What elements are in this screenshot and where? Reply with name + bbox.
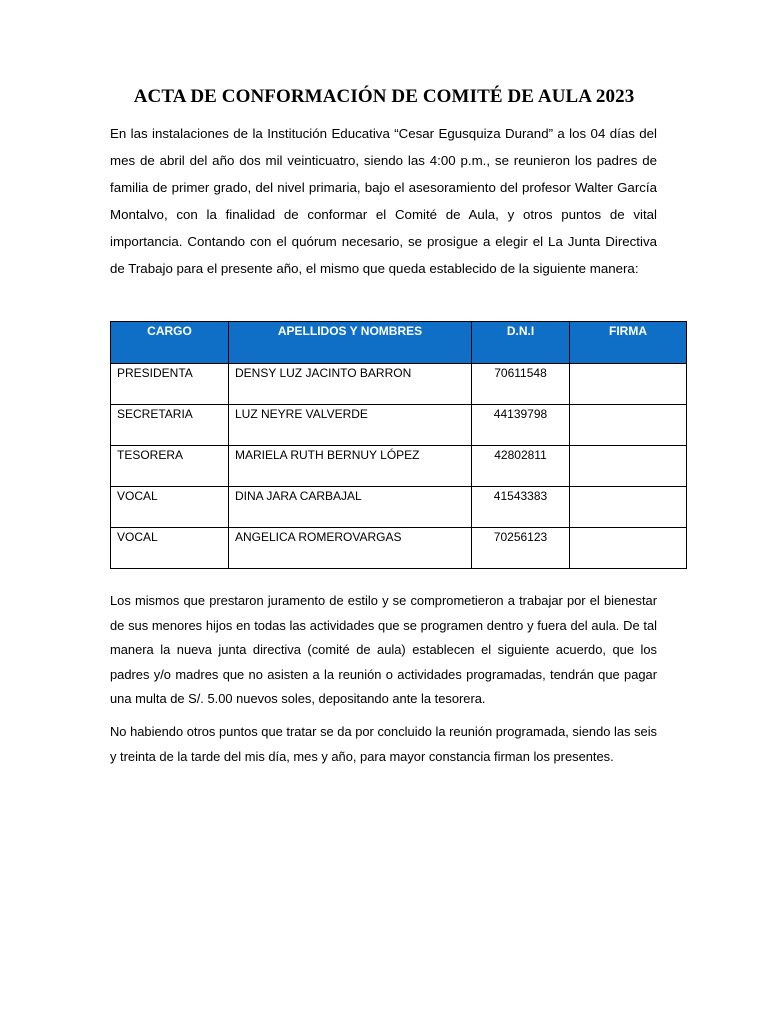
cell-cargo: VOCAL — [111, 487, 229, 528]
header-dni: D.N.I — [472, 322, 570, 364]
table-row — [111, 487, 687, 528]
committee-table — [110, 321, 687, 569]
cell-dni: 41543383 — [472, 487, 570, 528]
table-row — [111, 405, 687, 446]
cell-nombre: DENSY LUZ JACINTO BARRON — [229, 364, 472, 405]
cell-nombre: DINA JARA CARBAJAL — [229, 487, 472, 528]
cell-cargo: VOCAL — [111, 528, 229, 569]
cell-nombre: LUZ NEYRE VALVERDE — [229, 405, 472, 446]
cell-firma — [570, 405, 687, 446]
cell-dni: 70611548 — [472, 364, 570, 405]
header-apellidos-nombres: APELLIDOS Y NOMBRES — [229, 322, 472, 364]
cell-cargo: SECRETARIA — [111, 405, 229, 446]
cell-firma — [570, 364, 687, 405]
header-firma: FIRMA — [570, 322, 687, 364]
agreement-paragraph: Los mismos que prestaron juramento de estilo y se comprometieron a trabajar por el bienestar de sus menores hijos en todas las actividades que se programen dentro y fuera del aula. De tal manera la nueva junta directiva (comité de aula) establecen el siguiente acuerdo, que los padres y/o madres que no asisten a la reunión o actividades programadas, tendrán que pagar una multa de S/. 5.00 nuevos soles, depositando ante la tesorera. — [110, 593, 657, 706]
header-cargo: CARGO — [111, 322, 229, 364]
cell-nombre: MARIELA RUTH BERNUY LÓPEZ — [229, 446, 472, 487]
table-row — [111, 364, 687, 405]
cell-dni: 42802811 — [472, 446, 570, 487]
cell-dni: 70256123 — [472, 528, 570, 569]
closing-paragraph: No habiendo otros puntos que tratar se da por concluido la reunión programada, siendo las seis y treinta de la tarde del mis día, mes y año, para mayor constancia firman los presentes. — [110, 724, 657, 764]
cell-cargo: TESORERA — [111, 446, 229, 487]
cell-dni: 44139798 — [472, 405, 570, 446]
document-title: ACTA DE CONFORMACIÓN DE COMITÉ DE AULA 2023 — [133, 86, 635, 107]
cell-firma — [570, 528, 687, 569]
table-row — [111, 446, 687, 487]
table-row — [111, 528, 687, 569]
cell-cargo: PRESIDENTA — [111, 364, 229, 405]
cell-firma — [570, 446, 687, 487]
cell-nombre: ANGELICA ROMEROVARGAS — [229, 528, 472, 569]
table-header-row — [111, 322, 687, 364]
cell-firma — [570, 487, 687, 528]
intro-paragraph: En las instalaciones de la Institución Educativa “Cesar Egusquiza Durand” a los 04 días del mes de abril del año dos mil veinticuatro, siendo las 4:00 p.m., se reunieron los padres de familia de primer grado, del nivel primaria, bajo el asesoramiento del profesor Walter García Montalvo, con la finalidad de conformar el Comité de Aula, y otros puntos de vital importancia. Contando con el quórum necesario, se prosigue a elegir el La Junta Directiva de Trabajo para el presente año, el mismo que queda establecido de la siguiente manera: — [110, 126, 657, 276]
